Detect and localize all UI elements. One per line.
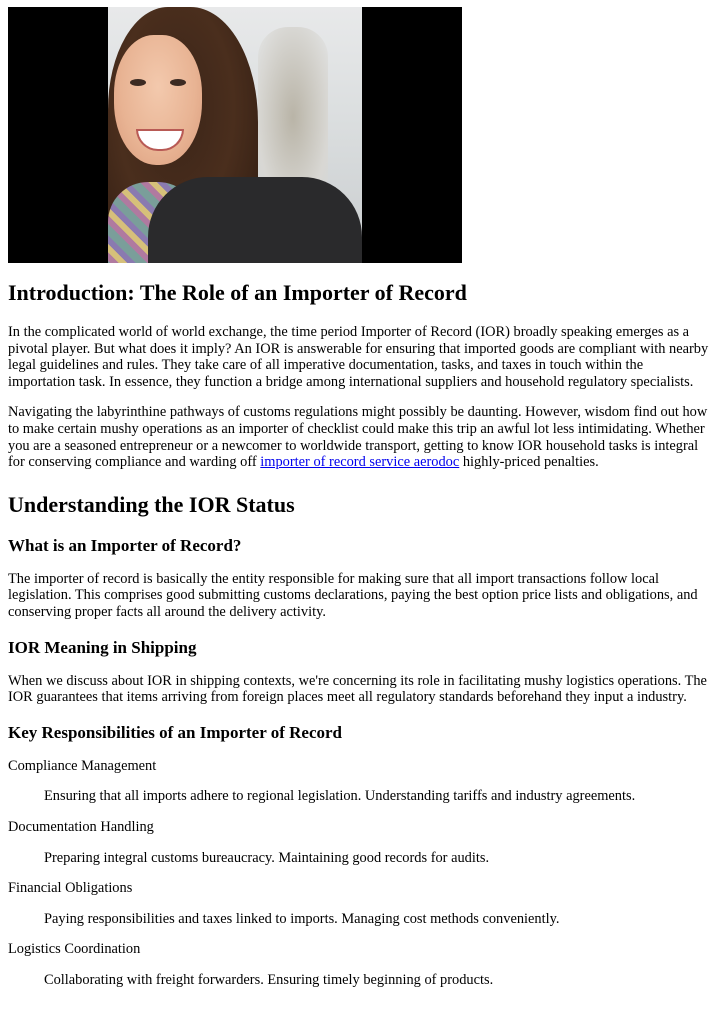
importer-of-record-link[interactable]: importer of record service aerodoc	[260, 454, 460, 471]
hero-image	[8, 7, 462, 263]
what-is-ior-heading: What is an Importer of Record?	[8, 535, 242, 555]
responsibility-desc: Collaborating with freight forwarders. Ensuring timely beginning of products.	[44, 971, 494, 988]
intro-heading: Introduction: The Role of an Importer of Record	[8, 280, 467, 305]
ior-meaning-heading: IOR Meaning in Shipping	[8, 637, 197, 657]
responsibilities-heading: Key Responsibilities of an Importer of Record	[8, 722, 342, 742]
intro-paragraph-2-text: Navigating the labyrinthine pathways of customs regulations might possibly be daunting. However, wisdom find out how to make certain mushy operations as an importer of checklist could make this trip an awful lot less intimidating. Whether you are a seasoned entrepreneur or a newcomer to worldwide transport, getting to know IOR household tasks is integral for conserving compliance and warding off	[8, 404, 708, 471]
intro-paragraph-1: In the complicated world of world exchange, the time period Importer of Record (IOR) broadly speaking emerges as a pivotal player. But what does it imply? An IOR is answerable for ensuring that imported goods are compliant with nearby legal guidelines and rules. They take care of all imperative documentation, tasks, and taxes in touch within the importation task. In essence, they function a bridge among international suppliers and household regulatory specialists.	[8, 324, 709, 390]
ior-meaning-paragraph: When we discuss about IOR in shipping contexts, we're concerning its role in facilitating mushy logistics operations. The IOR guarantees that items arriving from foreign places meet all regulatory standards beforehand they input a industry.	[8, 672, 707, 706]
responsibility-term: Documentation Handling	[8, 818, 154, 835]
responsibility-term: Financial Obligations	[8, 880, 133, 897]
responsibility-term: Compliance Management	[8, 757, 157, 774]
responsibilities-list	[8, 758, 712, 989]
woman-photo	[108, 7, 362, 263]
status-heading: Understanding the IOR Status	[8, 491, 295, 517]
responsibility-term: Logistics Coordination	[8, 941, 141, 958]
responsibility-desc: Ensuring that all imports adhere to regional legislation. Understanding tariffs and industry agreements.	[44, 788, 636, 805]
article	[0, 7, 720, 988]
what-is-ior-paragraph: The importer of record is basically the entity responsible for making sure that all import transactions follow local legislation. This comprises good submitting customs declarations, paying the best option price lists and obligations, and conserving proper facts all around the delivery activity.	[8, 570, 698, 620]
intro-paragraph-2	[8, 404, 712, 470]
responsibility-desc: Paying responsibilities and taxes linked to imports. Managing cost methods conveniently.	[44, 910, 560, 927]
intro-paragraph-2-tail: highly-priced penalties.	[459, 454, 599, 471]
responsibility-desc: Preparing integral customs bureaucracy. Maintaining good records for audits.	[44, 849, 490, 866]
